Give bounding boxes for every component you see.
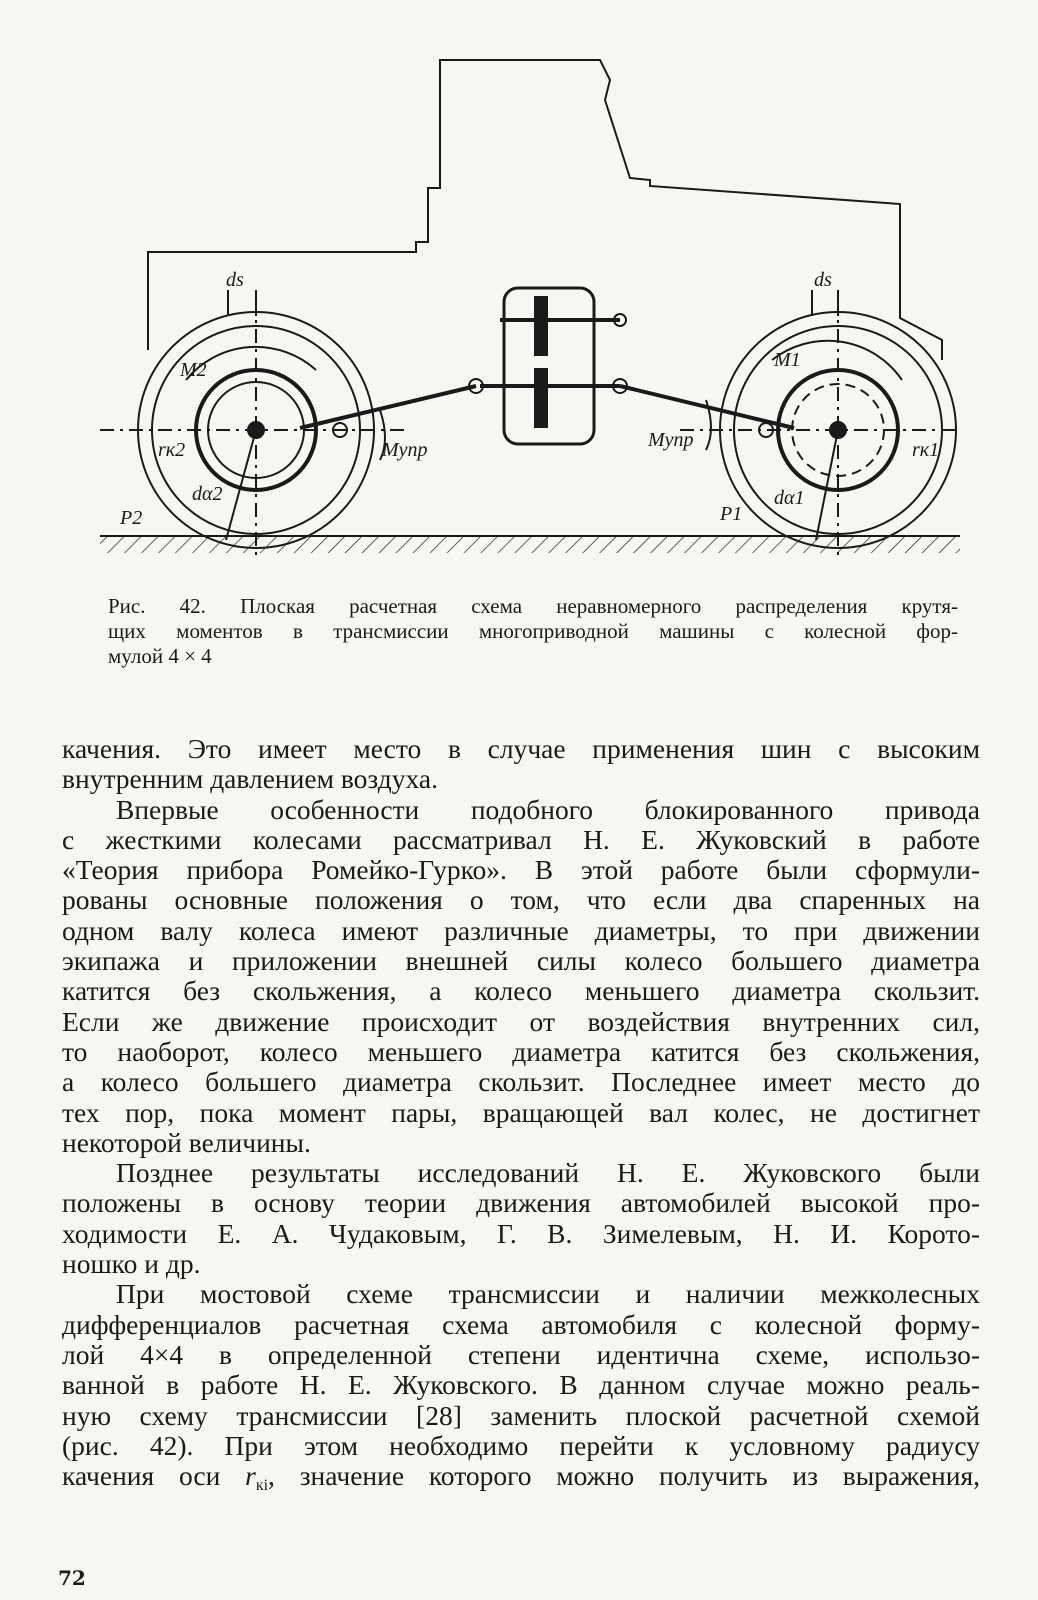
- label-ds-left: ds: [226, 269, 244, 291]
- paragraph: [62, 795, 980, 1159]
- text-line: Впервые особенности подобного блокированного привода: [116, 793, 980, 825]
- label-da2: dα2: [192, 483, 223, 505]
- text-fragment: , значение которого можно получить из выражения,: [268, 1460, 980, 1492]
- text-line-with-formula: [62, 1461, 980, 1501]
- caption-line: щих моментов в трансмиссии многоприводной машины с колесной фор-: [108, 619, 958, 643]
- label-ds-right: ds: [814, 269, 832, 291]
- label-p2: P2: [120, 507, 143, 529]
- formula-symbol: r: [245, 1460, 256, 1492]
- transmission-schematic: [80, 20, 980, 580]
- caption-line: мулой 4 × 4: [108, 644, 212, 668]
- paragraph: [62, 734, 980, 795]
- right-shaft: [620, 386, 794, 428]
- left-shaft: [300, 386, 476, 428]
- text-line: рованы основные положения о том, что если два спаренных на: [62, 884, 980, 916]
- left-wheel: [100, 290, 410, 560]
- text-line: тех пор, пока момент пары, вращающей вал колес, не достигнет: [62, 1096, 980, 1128]
- text-line: с жесткими колесами рассматривал Н. Е. Жуковский в работе: [62, 823, 980, 855]
- paragraph: [62, 1158, 980, 1279]
- paragraph: [62, 1279, 980, 1501]
- label-m1: M1: [774, 349, 801, 371]
- text-line: При мостовой схеме трансмиссии и наличии межколесных: [116, 1278, 980, 1310]
- body-text: [62, 734, 980, 1501]
- text-line: дифференциалов расчетная схема автомобиля с колесной форму-: [62, 1308, 980, 1340]
- text-line: качения. Это имеет место в случае применения шин с высоким: [62, 733, 980, 764]
- text-fragment: качения оси: [62, 1460, 246, 1492]
- label-da1: dα1: [774, 487, 805, 509]
- label-m-upr-right: Mупр: [648, 429, 694, 451]
- text-line: некоторой величины.: [62, 1126, 311, 1158]
- text-line: одном валу колеса имеют различные диаметры, то при движении: [62, 914, 980, 946]
- text-line: Если же движение происходит от воздействия внутренних сил,: [62, 1005, 980, 1037]
- caption-line: Рис. 42. Плоская расчетная схема неравномерного распределения крутя-: [108, 594, 958, 618]
- label-rk1: rк1: [912, 439, 940, 461]
- text-line: катится без скольжения, а колесо меньшего диаметра скользит.: [62, 975, 980, 1007]
- label-rk2: rк2: [158, 439, 186, 461]
- text-line: Позднее результаты исследований Н. Е. Жуковского были: [116, 1157, 980, 1189]
- text-line: «Теория прибора Ромейко-Гурко». В этой работе были сформули-: [62, 854, 980, 886]
- text-line: внутренним давлением воздуха.: [62, 763, 438, 795]
- formula-subscript: кi: [255, 1477, 269, 1495]
- text-line: ную схему трансмиссии [28] заменить плоской расчетной схемой: [62, 1399, 980, 1431]
- figure-caption: [108, 594, 958, 669]
- label-m-upr-left: Mупр: [382, 439, 428, 461]
- label-m2: M2: [180, 359, 207, 381]
- text-line: ходимости Е. А. Чудаковым, Г. В. Зимелевым, Н. И. Корото-: [62, 1217, 980, 1249]
- label-p1: P1: [720, 503, 743, 525]
- text-line: ношко и др.: [62, 1248, 201, 1280]
- text-line: ванной в работе Н. Е. Жуковского. В данном случае можно реаль-: [62, 1369, 980, 1401]
- text-line: лой 4×4 в определенной степени идентична схеме, использо-: [62, 1338, 980, 1370]
- text-line: (рис. 42). При этом необходимо перейти к условному радиусу: [62, 1429, 980, 1461]
- figure-42: [80, 20, 980, 580]
- text-line: а колесо большего диаметра скользит. Последнее имеет место до: [62, 1066, 980, 1098]
- text-line: положены в основу теории движения автомобилей высокой про-: [62, 1187, 980, 1219]
- page-number: 72: [58, 1566, 86, 1590]
- transfer-case: [480, 288, 626, 444]
- text-line: экипажа и приложении внешней силы колесо большего диаметра: [62, 945, 980, 977]
- text-line: то наоборот, колесо меньшего диаметра катится без скольжения,: [62, 1035, 980, 1067]
